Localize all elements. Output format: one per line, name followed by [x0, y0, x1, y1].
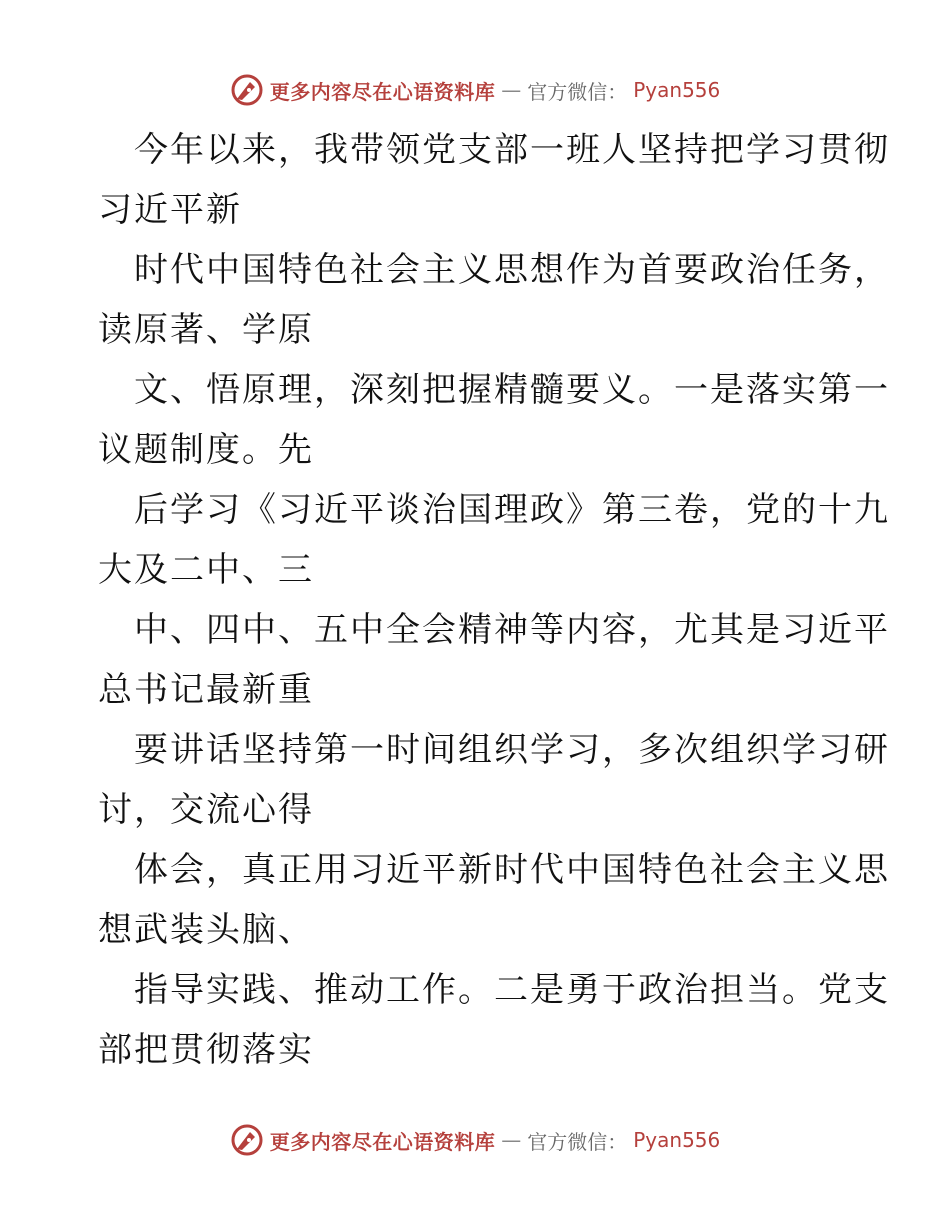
- text-line: 中、四中、五中全会精神等内容，尤其是习近平: [134, 610, 890, 650]
- footer-wechat-id: Pyan556: [633, 1128, 721, 1152]
- text-line: 习近平新: [98, 190, 242, 230]
- text-line: 要讲话坚持第一时间组织学习，多次组织学习研: [134, 730, 890, 770]
- footer-banner: [0, 1120, 950, 1160]
- text-line: 今年以来，我带领党支部一班人坚持把学习贯彻: [134, 130, 890, 170]
- text-line: 讨，交流心得: [98, 790, 314, 830]
- text-line: 想武装头脑、: [98, 910, 314, 950]
- text-line: 读原著、学原: [98, 310, 314, 350]
- text-line: 指导实践、推动工作。二是勇于政治担当。党支: [134, 970, 890, 1010]
- text-line: 体会，真正用习近平新时代中国特色社会主义思: [134, 850, 890, 890]
- header-separator: —: [501, 78, 522, 102]
- header-wechat-id: Pyan556: [633, 78, 721, 102]
- text-line: 总书记最新重: [98, 670, 314, 710]
- text-line: 部把贯彻落实: [98, 1030, 314, 1070]
- footer-site-text: 更多内容尽在心语资料库: [269, 1129, 496, 1154]
- text-line: 时代中国特色社会主义思想作为首要政治任务，: [134, 250, 890, 290]
- pen-nib-logo-icon: [230, 73, 264, 107]
- footer-wechat-label: 官方微信：: [527, 1129, 628, 1154]
- text-line: 大及二中、三: [98, 550, 314, 590]
- pen-nib-logo-icon: [230, 1123, 264, 1157]
- header-banner: [0, 70, 950, 110]
- footer-separator: —: [501, 1128, 522, 1152]
- header-wechat-label: 官方微信：: [527, 79, 628, 104]
- header-site-text: 更多内容尽在心语资料库: [269, 79, 496, 104]
- body-text: [98, 120, 890, 1080]
- text-line: 议题制度。先: [98, 430, 314, 470]
- text-line: 后学习《习近平谈治国理政》第三卷，党的十九: [134, 490, 890, 530]
- text-line: 文、悟原理，深刻把握精髓要义。一是落实第一: [134, 370, 890, 410]
